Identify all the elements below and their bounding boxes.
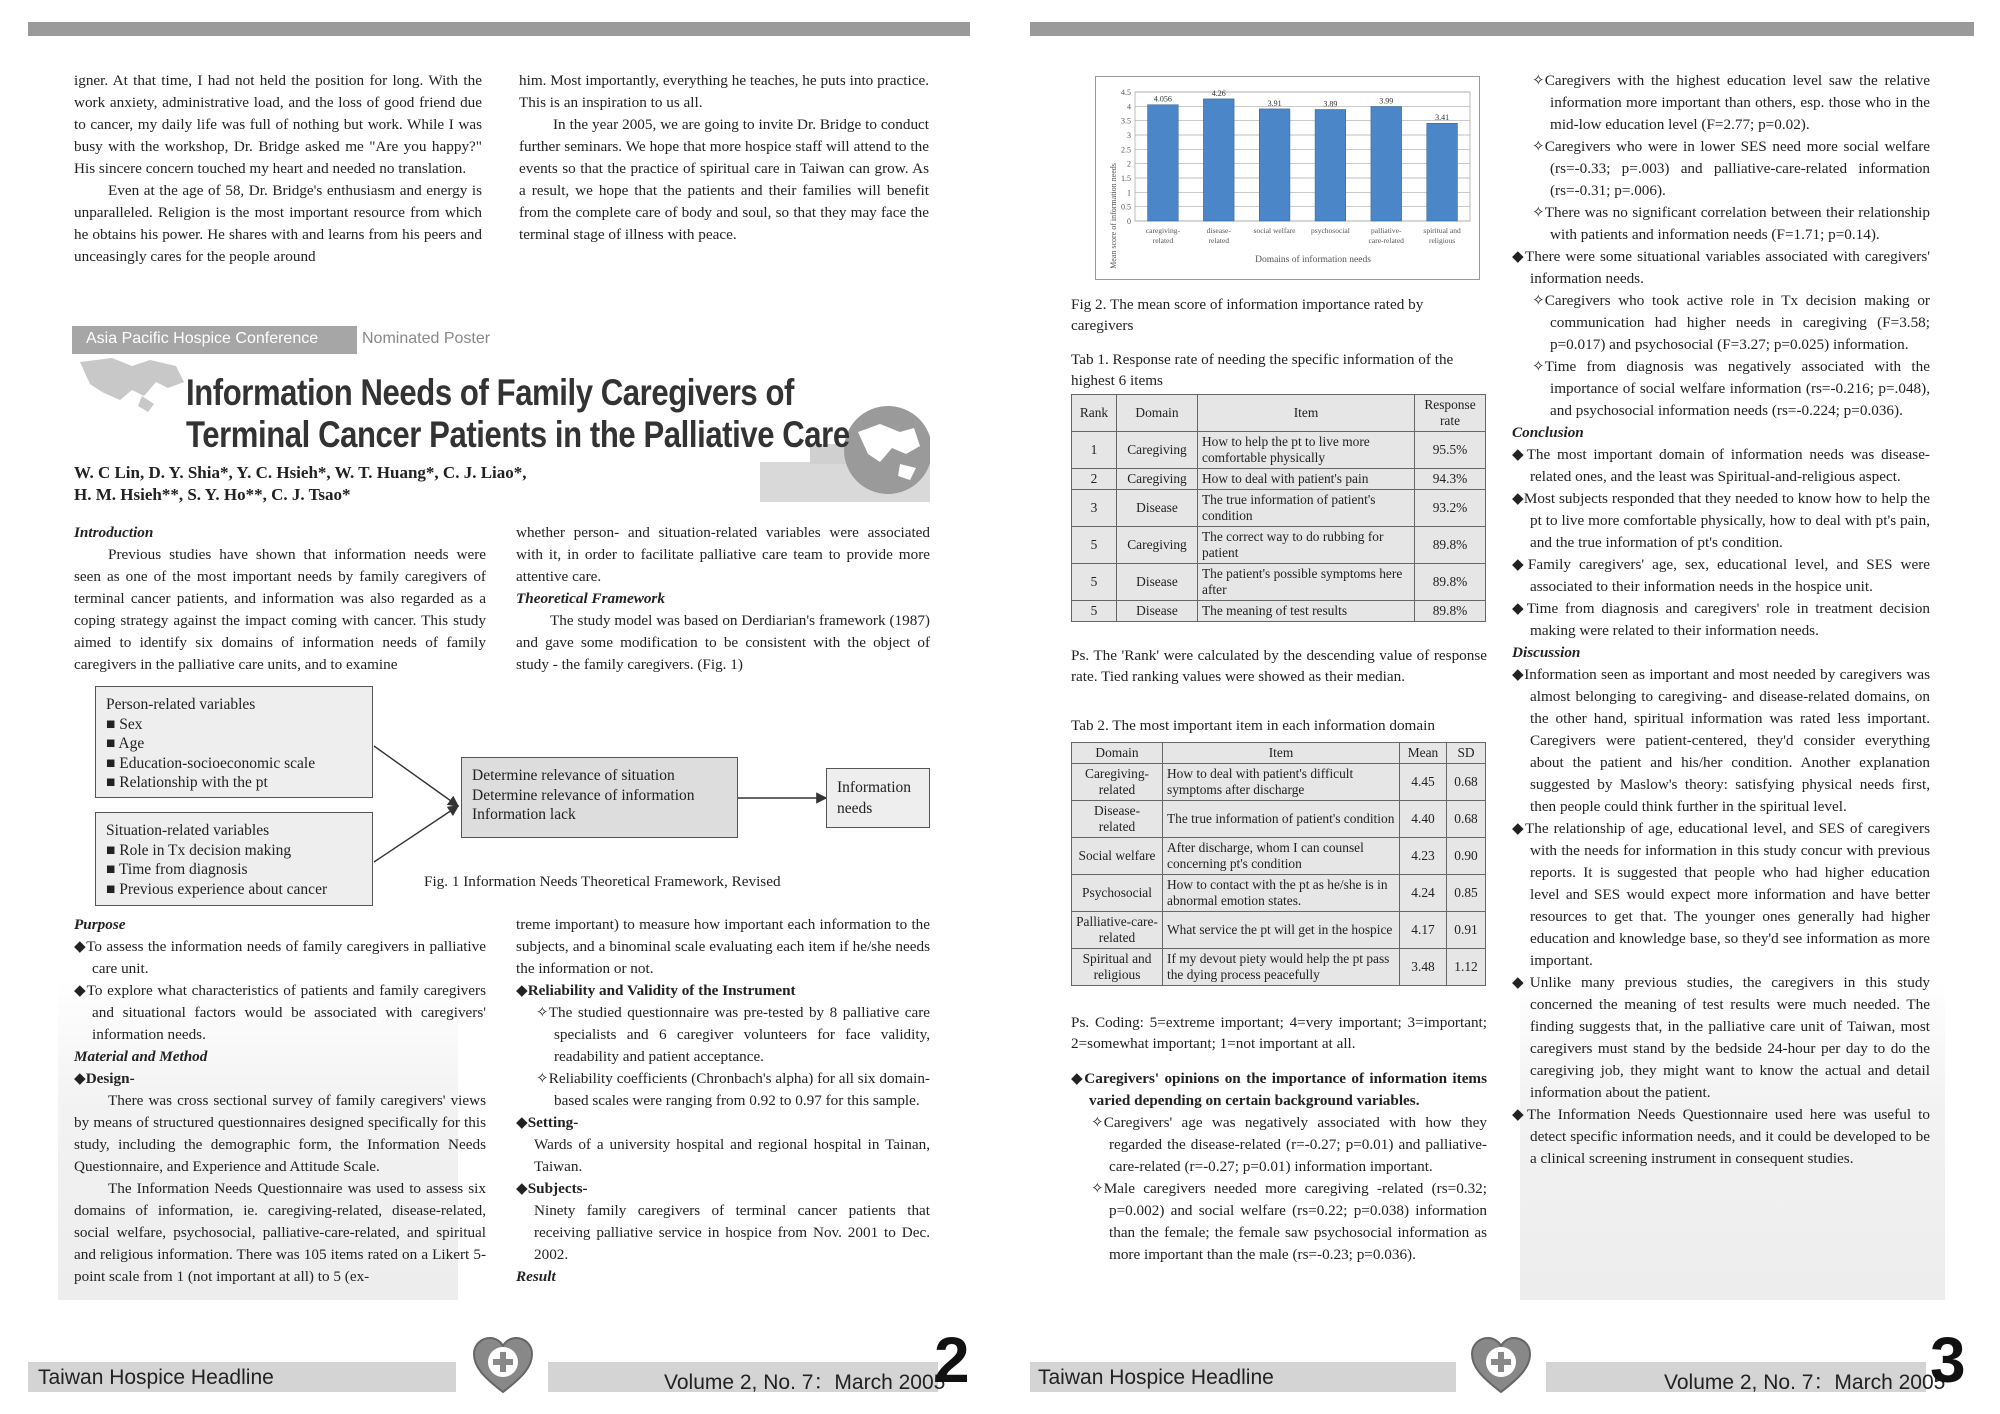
purpose-column xyxy=(74,914,486,1288)
table-cell: 5 xyxy=(1072,527,1117,564)
authors-line: W. C Lin, D. Y. Shia*, Y. C. Hsieh*, W. T. Huang*, C. J. Liao*, xyxy=(74,463,527,482)
table-row xyxy=(1072,564,1486,601)
determine-box xyxy=(461,757,738,838)
table-row xyxy=(1072,469,1486,490)
y-tick-label: 4 xyxy=(1127,102,1131,112)
table-row xyxy=(1072,875,1486,912)
opinions-heading: ◆Caregivers' opinions on the importance of information items varied depending on certain background variables. xyxy=(1071,1070,1487,1109)
table-cell: 95.5% xyxy=(1415,432,1486,469)
discussion-item: ◆The relationship of age, educational level, and SES of caregivers with the needs for information in this study concur with previous reports. It is suggested that people who had higher education level and SES would expect more information and have better resources to get that. The younger ones generally had higher education and knowledge base, so they'd see information as more important. xyxy=(1512,820,1930,969)
table-cell: 0.90 xyxy=(1447,838,1486,875)
result-item: ✧Caregivers with the highest education level saw the relative information more important than others, esp. those who in the mid-low education level (F=2.77; p=0.02). xyxy=(1532,72,1930,133)
table-header: Rank xyxy=(1072,395,1117,432)
x-tick-label: spiritual and xyxy=(1423,226,1461,235)
result-item: ✧Caregivers who took active role in Tx decision making or communication had higher needs in caregiving (F=3.58; p=0.017) and psychosocial (F=3.27; p=0.025) information. xyxy=(1532,292,1930,353)
table-cell: How to deal with patient's pain xyxy=(1198,469,1415,490)
opinions-column xyxy=(1071,1068,1487,1266)
table-cell: Disease xyxy=(1117,564,1198,601)
subsection-heading: ◆Reliability and Validity of the Instrument xyxy=(516,982,796,999)
table-row xyxy=(1072,801,1486,838)
table-cell: Caregiving xyxy=(1117,527,1198,564)
table-cell: Social welfare xyxy=(1072,838,1163,875)
table-cell: 1 xyxy=(1072,432,1117,469)
bar xyxy=(1315,109,1346,221)
table-cell: Disease xyxy=(1117,601,1198,622)
data-label: 3.91 xyxy=(1267,98,1282,108)
top-rule-right xyxy=(1030,22,1974,36)
result-item: ✧Time from diagnosis was negatively associated with the importance of social welfare information (rs=-0.216; p=.048), and psychosocial information needs (rs=-0.224; p=0.036). xyxy=(1532,358,1930,419)
footer-publication: Taiwan Hospice Headline xyxy=(38,1366,274,1389)
title-line: Terminal Cancer Patients in the Palliative Care xyxy=(186,414,850,455)
table-1-caption: Tab 1. Response rate of needing the specific information of the highest 6 items xyxy=(1071,351,1454,389)
design-text: There was cross sectional survey of family caregivers' views by means of structured questionnaires designed specifically for this study, including the demographic form, the Information Needs Questionnaire, and Experience and Attitude Scale. xyxy=(74,1092,486,1175)
conclusion-item: ◆Time from diagnosis and caregivers' role in treatment decision making were related to their information needs. xyxy=(1512,600,1930,639)
subsection-heading: ◆Design- xyxy=(74,1070,135,1087)
data-label: 4.26 xyxy=(1211,88,1226,98)
table-cell: 4.40 xyxy=(1400,801,1447,838)
bar xyxy=(1427,123,1458,221)
table-cell: 89.8% xyxy=(1415,564,1486,601)
fig2-bar-chart xyxy=(1095,76,1480,280)
y-tick-label: 2 xyxy=(1127,159,1131,169)
intro-column-1 xyxy=(74,70,482,268)
reliability-item: ✧Reliability coefficients (Chronbach's alpha) for all six domain-based scales were ranging from 0.92 to 0.97 for this sample. xyxy=(536,1070,930,1109)
box-item: ■ Relationship with the pt xyxy=(106,774,268,791)
design-continued: treme important) to measure how important each information to the subjects, and a binominal scale evaluating each item if he/she needs the information or not. xyxy=(516,916,930,977)
table-cell: 1.12 xyxy=(1447,949,1486,986)
opinions-item: ✧Caregivers' age was negatively associated with how they regarded the disease-related (r=-0.27; p=0.01) and palliative-care-related (r=-0.27; p=0.01) information important. xyxy=(1091,1114,1487,1175)
discussion-item: ◆The Information Needs Questionnaire used here was useful to detect specific information needs, and it could be developed to be a clinical screening instrument in consequent studies. xyxy=(1512,1106,1930,1167)
opinions-item: ✧Male caregivers needed more caregiving -related (rs=0.32; p=0.002) and social welfare (rs=0.22; p=0.038) information than the female; the female saw psychosocial information as more important than the male (rs=-0.23; p=0.036). xyxy=(1091,1180,1487,1263)
reliability-item: ✧The studied questionnaire was pre-tested by 8 palliative care specialists and 6 caregiver volunteers for face validity, readability and patient acceptance. xyxy=(536,1004,930,1065)
conclusion-item: ◆Family caregivers' age, sex, educational level, and SES were associated to their information needs in the hospice unit. xyxy=(1512,556,1930,595)
box-line: Determine relevance of situation xyxy=(472,767,675,784)
table-cell: The true information of patient's condition xyxy=(1163,801,1400,838)
table-cell: The true information of patient's condition xyxy=(1198,490,1415,527)
x-tick-label: related xyxy=(1152,236,1174,245)
table-header: SD xyxy=(1447,743,1486,764)
title-line: Information Needs of Family Caregivers of xyxy=(186,372,794,413)
table-cell: After discharge, whom I can counsel concerning pt's condition xyxy=(1163,838,1400,875)
table-cell: If my devout piety would help the pt pass the dying process peacefully xyxy=(1163,949,1400,986)
y-tick-label: 2.5 xyxy=(1121,145,1131,155)
authors-line: H. M. Hsieh**, S. Y. Ho**, C. J. Tsao* xyxy=(74,485,351,504)
box-item: ■ Education-socioeconomic scale xyxy=(106,754,316,772)
x-tick-label: caregiving- xyxy=(1145,226,1180,235)
table-row xyxy=(1072,527,1486,564)
x-tick-label: psychosocial xyxy=(1311,226,1350,235)
section-heading: Purpose xyxy=(74,916,126,933)
y-tick-label: 0 xyxy=(1127,217,1131,226)
conclusion-item: ◆The most important domain of information needs was disease-related ones, and the least was Spiritual-and-religious aspect. xyxy=(1512,446,1930,485)
table-row xyxy=(1072,432,1486,469)
nominated-label: Nominated Poster xyxy=(362,330,491,347)
table-cell: 0.68 xyxy=(1447,764,1486,801)
table-header: Domain xyxy=(1072,743,1163,764)
section-heading: Theoretical Framework xyxy=(516,590,665,607)
table-cell: 94.3% xyxy=(1415,469,1486,490)
design-text: The Information Needs Questionnaire was used to assess six domains of information, ie. caregiving-related, disease-related, social welfare, psychosocial, palliative-care-related, and spiritual and religious information. There was 105 items rated on a Likert 5-point scale from 1 (not important at all) to 5 (ex- xyxy=(74,1180,486,1285)
table-cell: The patient's possible symptoms here after xyxy=(1198,564,1415,601)
table-cell: 93.2% xyxy=(1415,490,1486,527)
box-item: ■ Role in Tx decision making xyxy=(106,841,292,859)
table-cell: Spiritual and religious xyxy=(1072,949,1163,986)
section-heading: Conclusion xyxy=(1512,424,1584,441)
information-needs-box xyxy=(826,768,930,828)
authors xyxy=(74,462,527,506)
intro-paragraph: Even at the age of 58, Dr. Bridge's enthusiasm and energy is unparalleled. Religion is the most important resource from which he obtains his power. He shares with and learns from his peers and unceasingly cares for the people around xyxy=(74,182,482,265)
page-number: 2 xyxy=(934,1324,970,1396)
table-cell: 0.68 xyxy=(1447,801,1486,838)
intro-paragraph: igner. At that time, I had not held the position for long. With the work anxiety, administrative load, and the loss of good friend due to cancer, my daily life was full of nothing but work. While I was busy with the workshop, Dr. Bridge asked me "Are you happy?" His sincere concern touched my heart and needed no translation. xyxy=(74,72,482,177)
table-cell: 2 xyxy=(1072,469,1117,490)
subsection-heading: ◆Setting- xyxy=(516,1114,579,1131)
result-bullet: ◆There were some situational variables associated with caregivers' information needs. xyxy=(1512,248,1930,287)
introduction-column xyxy=(74,522,486,676)
table-cell: 89.8% xyxy=(1415,601,1486,622)
result-item: ✧There was no significant correlation between their relationship with patients and information needs (F=1.71; p=0.14). xyxy=(1532,204,1930,243)
section-heading: Introduction xyxy=(74,524,154,541)
section-heading: Material and Method xyxy=(74,1048,208,1065)
box-line: Information needs xyxy=(837,779,912,817)
plot-area xyxy=(1135,92,1470,221)
table-cell: Disease xyxy=(1117,490,1198,527)
y-tick-label: 4.5 xyxy=(1121,88,1131,97)
table-cell: What service the pt will get in the hospice xyxy=(1163,912,1400,949)
table-cell: 0.91 xyxy=(1447,912,1486,949)
footer-volume: Volume 2, No. 7：March 2005 xyxy=(1664,1371,1946,1394)
setting-text: Wards of a university hospital and regional hospital in Tainan, Taiwan. xyxy=(534,1136,930,1175)
purpose-item: ◆To assess the information needs of family caregivers in palliative care unit. xyxy=(74,938,486,977)
table-cell: 0.85 xyxy=(1447,875,1486,912)
figure-2-caption: Fig 2. The mean score of information importance rated by caregivers xyxy=(1071,296,1424,334)
table-cell: The correct way to do rubbing for patient xyxy=(1198,527,1415,564)
fig2-xlabel: Domains of information needs xyxy=(1255,255,1371,265)
table-cell: Caregiving xyxy=(1117,432,1198,469)
fig2-ylabel: Mean score of information needs xyxy=(1109,163,1118,269)
table-2 xyxy=(1071,742,1486,986)
box-line: Information lack xyxy=(472,806,576,823)
result-item: ✧Caregivers who were in lower SES need more social welfare (rs=-0.33; p=.003) and palliative-care-related information (rs=-0.31; p=.006). xyxy=(1532,138,1930,199)
table-cell: Psychosocial xyxy=(1072,875,1163,912)
y-tick-label: 1.5 xyxy=(1121,174,1131,183)
table-row xyxy=(1072,912,1486,949)
table-row xyxy=(1072,949,1486,986)
table-cell: The meaning of test results xyxy=(1198,601,1415,622)
y-tick-label: 0.5 xyxy=(1121,202,1131,212)
box-item: ■ Sex xyxy=(106,715,143,733)
y-tick-label: 1 xyxy=(1127,188,1131,198)
data-label: 3.41 xyxy=(1435,113,1450,123)
bar xyxy=(1203,99,1234,221)
person-variables-box xyxy=(95,686,373,798)
bar xyxy=(1259,109,1290,221)
table-header: Mean xyxy=(1400,743,1447,764)
table-header: Response rate xyxy=(1415,395,1486,432)
table-1-note: Ps. The 'Rank' were calculated by the descending value of response rate. Tied ranking values were showed as their median. xyxy=(1071,647,1487,685)
purpose-item: ◆To explore what characteristics of patients and family caregivers and situational factors would be associated with caregivers' information needs. xyxy=(74,982,486,1043)
table-header: Domain xyxy=(1117,395,1198,432)
x-tick-label: care-related xyxy=(1368,236,1404,245)
table-header: Item xyxy=(1163,743,1400,764)
footer-publication: Taiwan Hospice Headline xyxy=(1038,1366,1274,1389)
box-item: ■ Previous experience about cancer xyxy=(106,880,328,898)
data-label: 3.89 xyxy=(1323,99,1338,109)
data-label: 4.056 xyxy=(1153,94,1172,104)
table-cell: 89.8% xyxy=(1415,527,1486,564)
table-cell: How to deal with patient's difficult symptoms after discharge xyxy=(1163,764,1400,801)
table-header: Item xyxy=(1198,395,1415,432)
subjects-text: Ninety family caregivers of terminal cancer patients that receiving palliative service in hospice from Nov. 2001 to Dec. 2002. xyxy=(534,1202,930,1263)
top-rule-left xyxy=(28,22,970,36)
footer-volume: Volume 2, No. 7：March 2005 xyxy=(664,1371,946,1394)
situation-variables-box xyxy=(95,812,373,906)
x-tick-label: disease- xyxy=(1206,226,1231,235)
table-cell: 3 xyxy=(1072,490,1117,527)
discussion-item: ◆Unlike many previous studies, the caregivers in this study concerned the meaning of test results were much needed. The finding suggests that, in the palliative care unit of Taiwan, most caregivers must stand by the bedside 24-hour per day to do the caregiving job, they might want to know the actual and detail information about the patient. xyxy=(1512,974,1931,1101)
intro-paragraph: him. Most importantly, everything he teaches, he puts into practice. This is an inspiration to us all. xyxy=(519,72,929,111)
x-tick-label: palliative- xyxy=(1371,226,1402,235)
box-line: Determine relevance of information xyxy=(472,786,695,804)
box-title: Person-related variables xyxy=(106,696,256,713)
introduction-continued: whether person- and situation-related variables were associated with it, in order to facilitate palliative care team to provide more attentive care. xyxy=(516,524,930,585)
y-tick-label: 3 xyxy=(1127,131,1131,140)
page-number: 3 xyxy=(1930,1324,1966,1396)
table-row xyxy=(1072,490,1486,527)
table-cell: Caregiving xyxy=(1117,469,1198,490)
table-cell: 3.48 xyxy=(1400,949,1447,986)
subsection-heading: ◆Subjects- xyxy=(516,1180,588,1197)
conference-label: Asia Pacific Hospice Conference xyxy=(86,330,319,347)
table-cell: 4.23 xyxy=(1400,838,1447,875)
table-row xyxy=(1072,764,1486,801)
box-item: ■ Age xyxy=(106,735,145,752)
introduction-text: Previous studies have shown that information needs were seen as one of the most important needs by family caregivers of terminal cancer patients, and information was also regarded as a coping strategy against the impact coming with cancer. This study aimed to identify six domains of information needs of family caregivers in the palliative care units, and to examine xyxy=(74,546,486,673)
x-tick-label: religious xyxy=(1428,236,1456,245)
box-title: Situation-related variables xyxy=(106,822,270,839)
world-map-icon xyxy=(72,352,192,416)
y-tick-label: 3.5 xyxy=(1121,116,1131,126)
intro-paragraph: In the year 2005, we are going to invite Dr. Bridge to conduct further seminars. We hope that more hospice staff will attend to the events so that the practice of spiritual care in Taiwan can grow. As a result, we hope that the patients and their families will benefit from the complete care of body and soul, so that they may face the terminal stage of illness with peace. xyxy=(519,116,929,243)
box-item: ■ Time from diagnosis xyxy=(106,861,248,878)
table-cell: 5 xyxy=(1072,564,1117,601)
x-tick-label: related xyxy=(1208,236,1229,245)
table-cell: How to help the pt to live more comfortable physically xyxy=(1198,432,1415,469)
table-cell: How to contact with the pt as he/she is in abnormal emotion states. xyxy=(1163,875,1400,912)
section-heading: Result xyxy=(516,1268,556,1285)
bar xyxy=(1148,105,1179,221)
figure-1-caption: Fig. 1 Information Needs Theoretical Framework, Revised xyxy=(424,873,781,890)
data-label: 3.99 xyxy=(1379,96,1394,106)
table-cell: Caregiving-related xyxy=(1072,764,1163,801)
conclusion-item: ◆Most subjects responded that they needed to know how to help the pt to live more comfortable physically, how to deal with pt's pain, and the true information of pt's condition. xyxy=(1512,490,1930,551)
x-tick-label: social welfare xyxy=(1253,226,1296,235)
table-cell: 4.24 xyxy=(1400,875,1447,912)
table-cell: Palliative-care-related xyxy=(1072,912,1163,949)
table-2-note: Ps. Coding: 5=extreme important; 4=very important; 3=important; 2=somewhat important; 1=not important at all. xyxy=(1071,1014,1487,1052)
table-row xyxy=(1072,838,1486,875)
table-2-caption: Tab 2. The most important item in each information domain xyxy=(1071,717,1435,734)
table-cell: Disease-related xyxy=(1072,801,1163,838)
heart-plus-icon xyxy=(1470,1336,1532,1398)
table-row xyxy=(1072,601,1486,622)
discussion-item: ◆Information seen as important and most needed by caregivers was almost belonging to caregiving- and disease-related domains, on the other hand, spiritual information was rated less important. Caregivers were patient-centered, they'd consider everything about the patient and his/her condition. Another explanation suggested by Maslow's theory: satisfying physical needs first, then people could think further in the spiritual level. xyxy=(1512,666,1931,815)
table-1 xyxy=(1071,394,1486,622)
bar xyxy=(1371,107,1402,221)
table-cell: 4.17 xyxy=(1400,912,1447,949)
method-column xyxy=(516,914,930,1288)
framework-text: The study model was based on Derdiarian's framework (1987) and gave some modification to be consistent with the object of study - the family caregivers. (Fig. 1) xyxy=(516,612,930,673)
framework-column xyxy=(516,522,930,676)
table-cell: 4.45 xyxy=(1400,764,1447,801)
heart-plus-icon xyxy=(472,1336,534,1398)
section-heading: Discussion xyxy=(1512,644,1581,661)
results-column xyxy=(1512,70,1930,1170)
intro-column-2 xyxy=(519,70,929,246)
article-title xyxy=(186,372,850,456)
table-cell: 5 xyxy=(1072,601,1117,622)
